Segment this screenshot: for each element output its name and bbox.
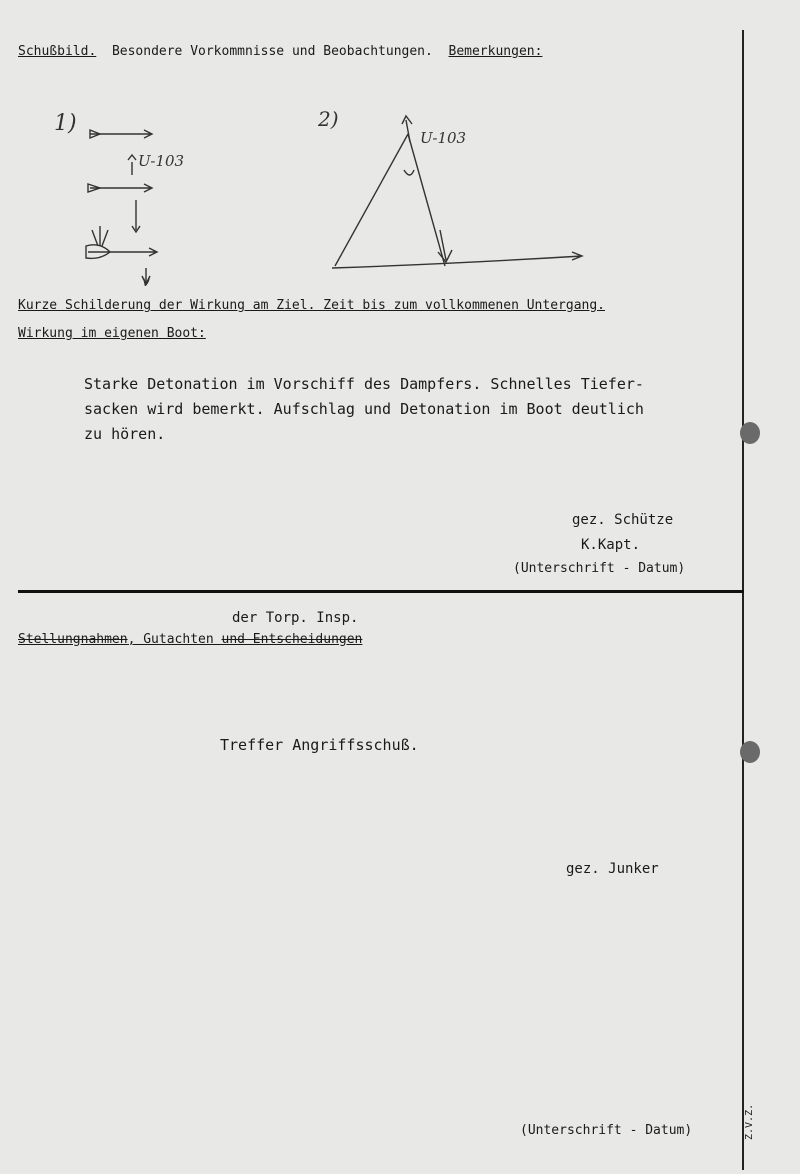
inspection-heading bbox=[18, 632, 362, 647]
sketch-boat-label-b: U-103 bbox=[420, 129, 467, 147]
punch-hole bbox=[740, 741, 760, 763]
sketch-label-1: 1) bbox=[54, 111, 77, 136]
heading-struck-left: Stellungnahmen bbox=[18, 632, 128, 647]
effect-text bbox=[84, 372, 644, 447]
header-schussbild: Schußbild. bbox=[18, 44, 97, 59]
punch-hole bbox=[740, 422, 760, 444]
signature-schuetze: gez. Schütze bbox=[572, 512, 674, 528]
sketch-boat-label-a: U-103 bbox=[138, 152, 185, 170]
signature-junker: gez. Junker bbox=[566, 861, 659, 877]
sketch-label-2: 2) bbox=[318, 107, 339, 131]
signature-caption-bottom: (Unterschrift - Datum) bbox=[520, 1123, 693, 1138]
right-margin-line bbox=[742, 30, 744, 1170]
effect-text-line: zu hören. bbox=[84, 425, 166, 443]
header-bemerkungen: Bemerkungen: bbox=[448, 44, 543, 59]
torpedo-arrow bbox=[88, 248, 157, 256]
sketch-small-v: v bbox=[142, 274, 150, 290]
side-code: Z.V.Z. bbox=[744, 1103, 755, 1140]
effect-title: Kurze Schilderung der Wirkung am Ziel. Zeit bis zum vollkommenen Untergang. bbox=[18, 298, 605, 313]
header-line bbox=[18, 44, 542, 59]
heading-struck-right: und Entscheidungen bbox=[221, 632, 363, 647]
heading-middle: , Gutachten bbox=[127, 632, 222, 647]
header-besondere: Besondere Vorkommnisse und Beobachtungen. bbox=[111, 44, 433, 59]
inspection-heading-upper: der Torp. Insp. bbox=[232, 610, 359, 626]
shot-sketch bbox=[0, 80, 740, 290]
inspection-remark: Treffer Angriffsschuß. bbox=[220, 736, 419, 754]
signature-rank: K.Kapt. bbox=[581, 537, 641, 553]
signature-caption: (Unterschrift - Datum) bbox=[513, 561, 686, 576]
effect-text-line: Starke Detonation im Vorschiff des Dampfers. Schnelles Tiefer- bbox=[84, 375, 644, 393]
effect-text-line: sacken wird bemerkt. Aufschlag und Detonation im Boot deutlich bbox=[84, 400, 644, 418]
own-boat-title: Wirkung im eigenen Boot: bbox=[18, 326, 206, 341]
section-divider bbox=[18, 590, 744, 593]
